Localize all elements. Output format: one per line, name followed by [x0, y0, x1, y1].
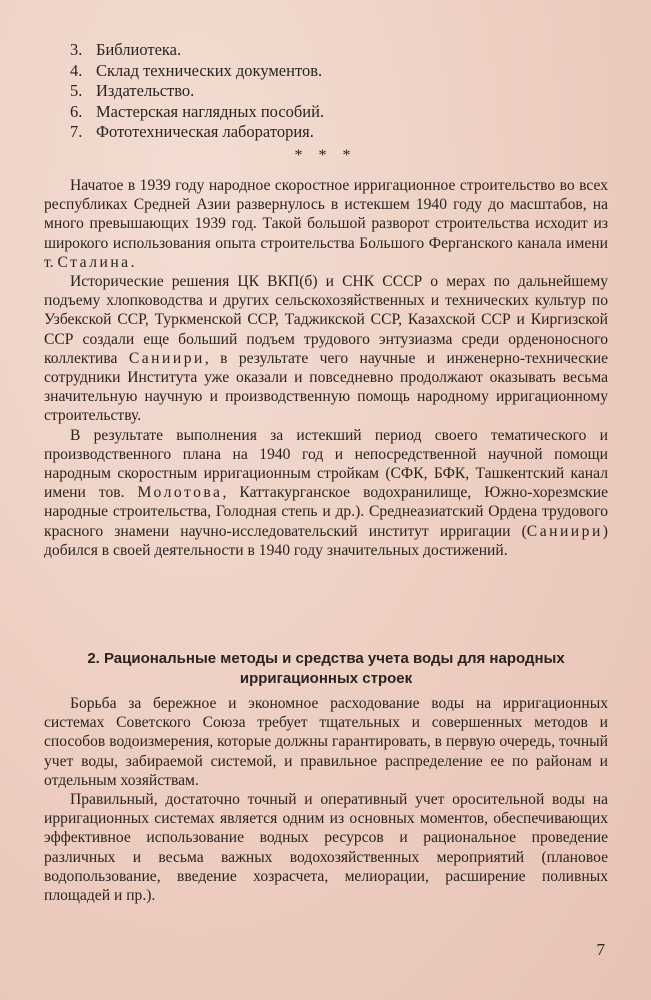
list-item-number: 7.	[70, 122, 83, 141]
list-item	[70, 81, 590, 102]
list-item	[70, 40, 590, 61]
body-text-section-1	[44, 176, 608, 560]
paragraph-text: В результате выполнения за истекший период своего тематического и производственного плана на 1940 год и непосредственной научной помощи народным скоростным ирригационным стройкам (СФК, БФК, Ташкентский канал имени тов.	[44, 426, 608, 502]
emphasized-name: Сталина	[57, 253, 131, 271]
numbered-list	[70, 40, 590, 143]
list-item-text: Склад технических документов.	[96, 60, 323, 80]
section-separator: * * *	[294, 147, 357, 164]
paragraph	[44, 176, 608, 272]
list-item	[70, 61, 590, 82]
list-item-text: Библиотека.	[96, 40, 182, 59]
paragraph-text: Начатое в 1939 году народное скоростное ирригационное строительство во всех республиках Средней Азии развернулось в истекшем 1940 году до масштабов, на много превышающих 1939 год. Такой большой разворот строительства исходит из широкого использования опыта строительства Большого Ферганского канала имени т.	[44, 177, 608, 271]
paragraph: Правильный, достаточно точный и оперативный учет оросительной воды на ирригационных системах является одним из основных моментов, обеспечивающих эффективное использование водных ресурсов и рациональное проведение различных и весьма важных водохозяйственных мероприятий (плановое водопользование, введение хозрасчета, мелиорации, расширение поливных площадей и пр.).	[44, 791, 608, 905]
paragraph-text: , в результате чего научные и инженерно-технические сотрудники Института уже оказали и повседневно продолжают оказывать весьма значительную научную и производственную помощь народному ирригационному строительству.	[44, 349, 608, 425]
paragraph-text: , Каттакурганское водохранилище, Южно-хорезмские народные строительства, Голодная степь и др.). Среднеазиатский Ордена трудового красного знамени научно-исследовательский институт ирригации (	[44, 484, 608, 540]
section-heading-line: 2. Рациональные методы и средства учета воды для народных	[87, 650, 565, 667]
list-item-number: 4.	[70, 60, 83, 80]
section-heading-line: ирригационных строек	[239, 670, 413, 687]
list-item-text: Мастерская наглядных пособий.	[96, 101, 325, 121]
list-item-text: Фототехническая лаборатория.	[96, 122, 314, 141]
list-item-number: 6.	[70, 101, 83, 121]
list-item-number: 5.	[70, 81, 83, 100]
paragraph-text: .	[130, 253, 135, 271]
list-item-number: 3.	[70, 40, 83, 59]
paragraph: Борьба за бережное и экономное расходование воды на ирригационных системах Советского Союза требует тщательных и совершенных методов и способов водоизмерения, которые должны гарантировать, в первую очередь, точный учет воды, забираемой системой, и правильное распределение ее по районам и отдельным хозяйствам.	[44, 695, 608, 789]
paragraph-text: Исторические решения ЦК ВКП(б) и СНК СССР о мерах по дальнейшему подъему хлопководства и других сельскохозяйственных и технических культур по Узбекской ССР, Туркменской ССР, Таджикской ССР, Казахской ССР и Киргизской ССР создали еще больший подъем трудового энтузиазма среди орденоносного коллектива	[44, 273, 608, 367]
emphasized-name: Саниири	[128, 349, 205, 367]
body-text-section-2	[44, 694, 608, 905]
section-heading	[44, 649, 608, 689]
paragraph-text: ) добился в своей деятельности в 1940 году значительных достижений.	[44, 522, 608, 559]
paragraph	[44, 426, 608, 560]
list-item	[70, 122, 590, 143]
emphasized-name: Саниири	[526, 522, 603, 540]
paragraph	[44, 272, 608, 426]
list-item-text: Издательство.	[96, 81, 195, 100]
emphasized-name: Молотова	[137, 484, 223, 502]
list-item	[70, 102, 590, 123]
page-number: 7	[596, 940, 605, 959]
